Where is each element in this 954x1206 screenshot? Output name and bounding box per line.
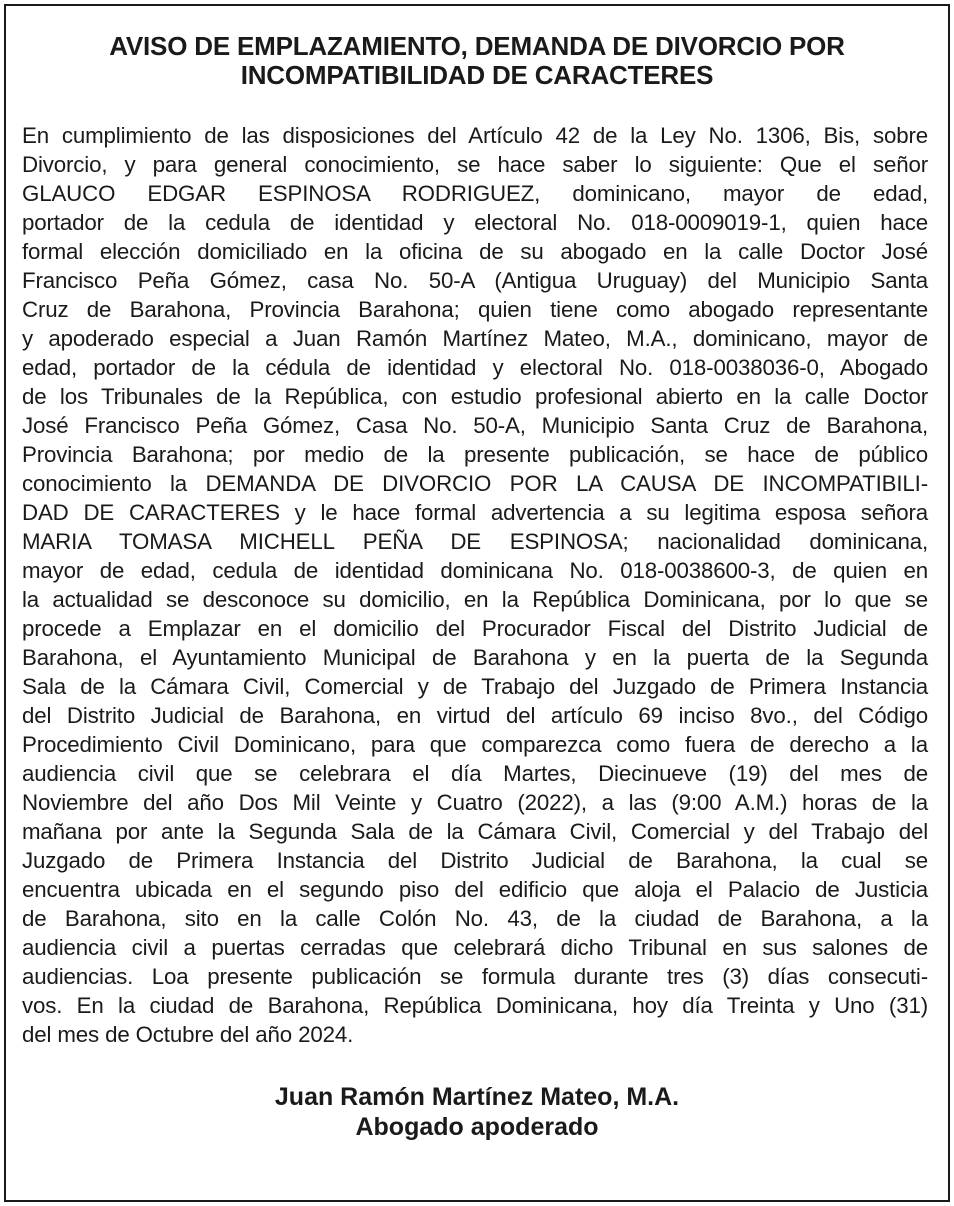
notice-body-line: Noviembre del año Dos Mil Veinte y Cuatro (2022), a las (9:00 A.M.) horas de la xyxy=(22,790,928,815)
notice-body-line: Provincia Barahona; por medio de la presente publicación, se hace de público xyxy=(22,442,928,467)
notice-body-line: José Francisco Peña Gómez, Casa No. 50-A, Municipio Santa Cruz de Barahona, xyxy=(22,413,928,438)
notice-body-line: MARIA TOMASA MICHELL PEÑA DE ESPINOSA; nacionalidad dominicana, xyxy=(22,529,928,554)
notice-title-line: INCOMPATIBILIDAD DE CARACTERES xyxy=(240,60,714,90)
notice-body-line: de los Tribunales de la República, con estudio profesional abierto en la calle Doctor xyxy=(22,384,928,409)
notice-body-line: vos. En la ciudad de Barahona, República Dominicana, hoy día Treinta y Uno (31) xyxy=(22,993,928,1018)
notice-body-line: DAD DE CARACTERES y le hace formal advertencia a su legitima esposa señora xyxy=(22,500,928,525)
notice-body-line: GLAUCO EDGAR ESPINOSA RODRIGUEZ, dominicano, mayor de edad, xyxy=(22,181,928,206)
notice-body-line: mayor de edad, cedula de identidad dominicana No. 018-0038600-3, de quien en xyxy=(22,558,928,583)
notice-body-line: y apoderado especial a Juan Ramón Martínez Mateo, M.A., dominicano, mayor de xyxy=(22,326,928,351)
notice-body-line: Sala de la Cámara Civil, Comercial y de Trabajo del Juzgado de Primera Instancia xyxy=(22,674,928,699)
signature-block xyxy=(26,1082,928,1142)
notice-body-line: Procedimiento Civil Dominicano, para que comparezca como fuera de derecho a la xyxy=(22,732,928,757)
notice-body-line: de Barahona, sito en la calle Colón No. 43, de la ciudad de Barahona, a la xyxy=(22,906,928,931)
notice-body-line: audiencias. Loa presente publicación se formula durante tres (3) días consecuti- xyxy=(22,964,928,989)
notice-body-line: portador de la cedula de identidad y electoral No. 018-0009019-1, quien hace xyxy=(22,210,928,235)
signature-name: Juan Ramón Martínez Mateo, M.A. xyxy=(274,1083,680,1111)
notice-body-line: conocimiento la DEMANDA DE DIVORCIO POR LA CAUSA DE INCOMPATIBILI- xyxy=(22,471,928,496)
notice-title-line: AVISO DE EMPLAZAMIENTO, DEMANDA DE DIVORCIO POR xyxy=(109,31,845,61)
notice-body-line: edad, portador de la cédula de identidad y electoral No. 018-0038036-0, Abogado xyxy=(22,355,928,380)
signature-role: Abogado apoderado xyxy=(355,1113,599,1141)
notice-body-line: Cruz de Barahona, Provincia Barahona; quien tiene como abogado representante xyxy=(22,297,928,322)
notice-body-line: Divorcio, y para general conocimiento, se hace saber lo siguiente: Que el señor xyxy=(22,152,928,177)
notice-body-line: audiencia civil que se celebrara el día Martes, Diecinueve (19) del mes de xyxy=(22,761,928,786)
notice-body-line: procede a Emplazar en el domicilio del Procurador Fiscal del Distrito Judicial de xyxy=(22,616,928,641)
notice-body-line: del mes de Octubre del año 2024. xyxy=(22,1022,354,1047)
notice-body-line: En cumplimiento de las disposiciones del Artículo 42 de la Ley No. 1306, Bis, sobre xyxy=(22,123,928,148)
notice-body-line: Juzgado de Primera Instancia del Distrito Judicial de Barahona, la cual se xyxy=(22,848,928,873)
legal-notice-frame xyxy=(4,4,950,1202)
notice-body-line: formal elección domiciliado en la oficina de su abogado en la calle Doctor José xyxy=(22,239,928,264)
notice-body-line: del Distrito Judicial de Barahona, en virtud del artículo 69 inciso 8vo., del Código xyxy=(22,703,928,728)
notice-body-line: Francisco Peña Gómez, casa No. 50-A (Antigua Uruguay) del Municipio Santa xyxy=(22,268,928,293)
notice-body-line: la actualidad se desconoce su domicilio, en la República Dominicana, por lo que se xyxy=(22,587,928,612)
notice-body xyxy=(22,121,928,1049)
notice-body-line: encuentra ubicada en el segundo piso del edificio que aloja el Palacio de Justicia xyxy=(22,877,928,902)
notice-body-line: mañana por ante la Segunda Sala de la Cámara Civil, Comercial y del Trabajo del xyxy=(22,819,928,844)
notice-title xyxy=(26,32,928,90)
notice-body-line: Barahona, el Ayuntamiento Municipal de Barahona y en la puerta de la Segunda xyxy=(22,645,928,670)
notice-body-line: audiencia civil a puertas cerradas que celebrará dicho Tribunal en sus salones de xyxy=(22,935,928,960)
